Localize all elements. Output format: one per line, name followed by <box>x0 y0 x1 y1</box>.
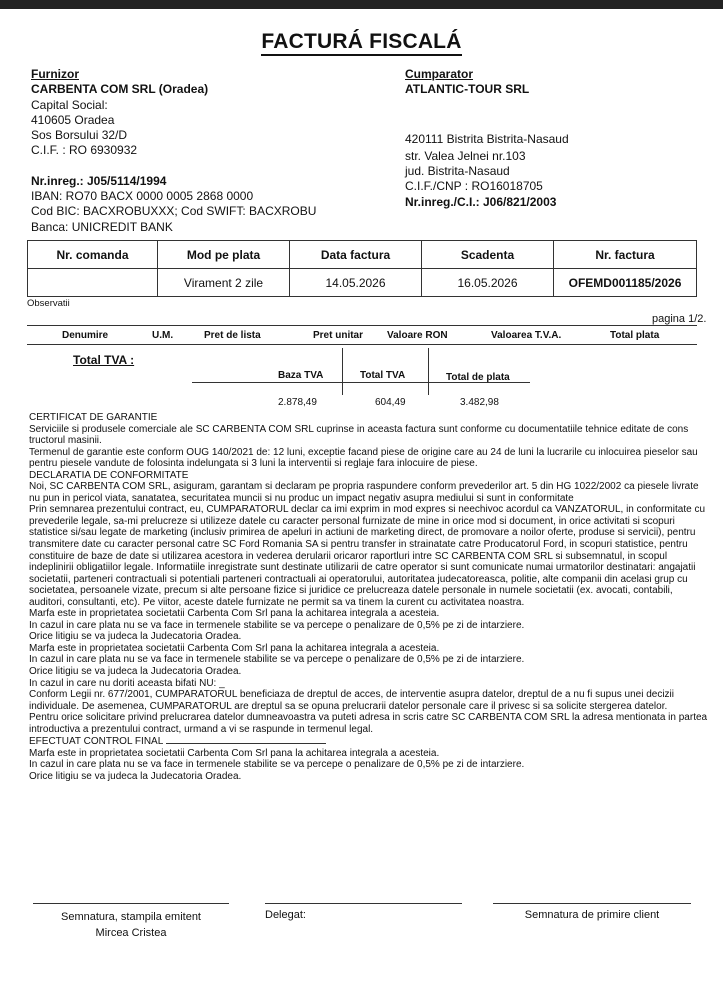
supplier-capital: Capital Social: <box>31 97 108 112</box>
gdpr-paragraph: Prin semnarea prezentului contract, eu, CUMPARATORUL declar ca imi exprim in mod expres si neechivoc acordul ca VANZATORUL, in conformitate cu prevederile legale, sa-mi prelucreze si utilizeze datele cu caracter personal furnizate de mine in orice mod si document, in orice activitati si scopuri statistice si/sau legate de marketing (inclusiv primirea de apeluri in actiuni de marketing direct, de promovare a noilor oferte, produse si servicii), pentru transmitere date cu caracter personal catre SC Ford Romania SA si pentru transfer in strainatate catre Producatorul Ford, in scopuri statistice, pentru constituire de baze de date si utilizarea acestora in vederea derularii oricaror raportluri intre SC CARBENTA COM SRL si subsemnatul, in scopul indeplinirii obligatiilor legale. Informatiile inregistrate sunt destinate utilizarii de catre operator si sunt comunicate numai urmatorilor destinatari: angajatii societatii, parteneri contractuali si potentiali parteneri contractuali ai operatorului, autoritatea judecatoreasca, politie, alte companii din acelasi grup cu societatea, persoanele vizate, precum si alte persoane fizice si juridice ce prelucreaza datele personale in numele societatii (ex. avocati, contabili, auditori, consultanti, etc). Pe viitor, aceste datele furnizate ne permit sa va tinem la curent cu activitatea noastra. <box>29 504 706 608</box>
opt-out-line: In cazul in care nu doriti aceasta bifati NU: _ <box>29 677 225 689</box>
top-dark-bar <box>0 0 723 9</box>
order-table <box>27 240 697 297</box>
item-columns-top-rule <box>27 325 697 326</box>
tva-header-plata: Total de plata <box>446 372 510 383</box>
ownership-line: Marfa este in proprietatea societatii Carbenta Com Srl pana la achitarea integrala a acesteia. <box>29 747 440 759</box>
tva-divider <box>342 348 343 395</box>
law-677-paragraph: Conform Legii nr. 677/2001, CUMPARATORUL beneficiaza de dreptul de acces, de interventie asupra datelor, dreptul de a nu fi supus unei decizii individuale. De asemenea, CUMPARATORUL are dreptul sa se opuna prelucrarii datelor personale care il privesc si sa solicite stergerea datelor. <box>29 689 674 712</box>
item-col-total-plata: Total plata <box>610 330 660 341</box>
supplier-postal: 410605 Oradea <box>31 112 115 127</box>
buyer-name: ATLANTIC-TOUR SRL <box>405 82 530 97</box>
item-col-valoarea-tva: Valoarea T.V.A. <box>491 330 562 341</box>
buyer-nrinreg: Nr.inreg./C.I.: J06/821/2003 <box>405 194 557 209</box>
order-value-nr-factura: OFEMD001185/2026 <box>554 269 697 297</box>
signature-line-delegat <box>265 903 462 904</box>
final-control-line <box>29 735 709 748</box>
litigation-line: Orice litigiu se va judeca la Judecatoria Oradea. <box>29 666 242 678</box>
signature-emitent-name: Mircea Cristea <box>95 927 167 939</box>
total-tva-box <box>192 348 532 418</box>
buyer-street: str. Valea Jelnei nr.103 <box>405 148 526 163</box>
order-col-nr-comanda: Nr. comanda <box>28 241 158 269</box>
supplier-street: Sos Borsului 32/D <box>31 128 128 143</box>
ownership-line: Marfa este in proprietatea societatii Carbenta Com Srl pana la achitarea integrala a acesteia. <box>29 642 440 654</box>
buyer-county: jud. Bistrita-Nasaud <box>405 164 510 179</box>
order-value-mod-plata: Virament 2 zile <box>158 269 290 297</box>
penalty-line: In cazul in care plata nu se va face in termenele stabilite se va percepe o penalizare de 0,5% pe zi de intarziere. <box>29 759 525 771</box>
signature-line-client <box>493 903 691 904</box>
warranty-heading: CERTIFICAT DE GARANTIE <box>29 412 158 423</box>
item-col-pret-lista: Pret de lista <box>204 330 261 341</box>
signature-client-label: Semnatura de primire client <box>524 909 660 921</box>
order-value-data-factura: 14.05.2026 <box>290 269 422 297</box>
order-value-nr-comanda <box>28 269 158 297</box>
penalty-line: In cazul in care plata nu se va face in termenele stabilite se va percepe o penalizare de 0,5% pe zi de intarziere. <box>29 619 525 631</box>
tva-divider <box>428 348 429 395</box>
item-col-pret-unitar: Pret unitar <box>313 330 364 341</box>
supplier-bic: Cod BIC: BACXROBUXXX; Cod SWIFT: BACXROBU <box>31 204 317 219</box>
supplier-block <box>31 67 391 235</box>
litigation-line: Orice litigiu se va judeca la Judecatoria Oradea. <box>29 631 242 643</box>
data-request-paragraph: Pentru orice solicitare privind prelucrarea datelor dumneavoastra va puteti adresa in scris catre SC CARBENTA COM SRL la adresa mentionata in partea introductiva a prezentului contract, urmand a vi se raspunde in termenul legal. <box>29 712 708 735</box>
warranty-paragraph: Serviciile si produsele comerciale ale SC CARBENTA COM SRL cuprinse in aceasta factura sunt conforme cu documentatiile tehnice editate de cons tructorul masinii. <box>29 423 689 447</box>
order-value-scadenta: 16.05.2026 <box>422 269 554 297</box>
terms-text <box>29 412 709 783</box>
supplier-nrinreg: Nr.inreg.: J05/5114/1994 <box>31 173 167 188</box>
signature-line-emitent <box>33 903 229 904</box>
item-col-um: U.M. <box>152 330 174 341</box>
invoice-title-text: FACTURÁ FISCALÁ <box>261 30 461 56</box>
buyer-block <box>405 67 705 210</box>
tva-header-total: Total TVA <box>360 370 406 381</box>
supplier-name: CARBENTA COM SRL (Oradea) <box>31 82 209 97</box>
order-table-value-row <box>28 269 697 297</box>
conformity-paragraph: Noi, SC CARBENTA COM SRL, asiguram, garantam si declaram pe propria raspundere conform prevederilor art. 5 din HG 1022/2002 ca piesele livrate nu pun in pericol viata, sanatatea, securitatea muncii si nu produc un impact negativ asupra mediului si sunt in conformitate <box>29 481 699 504</box>
final-control-label: EFECTUAT CONTROL FINAL <box>29 736 163 748</box>
tva-value-total: 604,49 <box>375 397 406 408</box>
order-col-mod-plata: Mod pe plata <box>158 241 290 269</box>
buyer-cif: C.I.F./CNP : RO16018705 <box>405 179 543 194</box>
order-col-nr-factura: Nr. factura <box>554 241 697 269</box>
penalty-line: In cazul in care plata nu se va face in termenele stabilite se va percepe o penalizare de 0,5% pe zi de intarziere. <box>29 654 525 666</box>
item-col-denumire: Denumire <box>62 330 109 341</box>
buyer-postal: 420111 Bistrita Bistrita-Nasaud <box>405 131 569 146</box>
supplier-bank: Banca: UNICREDIT BANK <box>31 219 173 234</box>
litigation-line: Orice litigiu se va judeca la Judecatoria Oradea. <box>29 770 242 782</box>
order-col-data-factura: Data factura <box>290 241 422 269</box>
order-col-scadenta: Scadenta <box>422 241 554 269</box>
tva-value-plata: 3.482,98 <box>460 397 499 408</box>
total-tva-label: Total TVA : <box>73 353 135 367</box>
item-col-valoare-ron: Valoare RON <box>387 330 448 341</box>
tva-value-baza: 2.878,49 <box>278 397 317 408</box>
ownership-line: Marfa este in proprietatea societatii Carbenta Com Srl pana la achitarea integrala a acesteia. <box>29 608 440 620</box>
tva-header-baza: Baza TVA <box>278 370 324 381</box>
item-columns-bottom-rule <box>27 344 697 345</box>
signature-delegat-label: Delegat: <box>265 909 306 921</box>
buyer-heading: Cumparator <box>405 67 474 81</box>
observatii-label: Observatii <box>27 298 70 309</box>
warranty-term-paragraph: Termenul de garantie este conform OUG 140/2021 de: 12 luni, exceptie facand piese de origine care au 24 de luni la lucrarile cu inlocuirea pieselor sau pentru piesele vandute de folosinta indelungata si 3 luni la interventii si reglaje fara inlocuire de piese. <box>29 446 698 470</box>
conformity-heading: DECLARATIA DE CONFORMITATE <box>29 469 189 481</box>
supplier-cif: C.I.F. : RO 6930932 <box>31 143 138 158</box>
supplier-heading: Furnizor <box>31 67 79 81</box>
signature-emitent <box>33 909 229 941</box>
invoice-title <box>0 30 723 54</box>
supplier-iban: IBAN: RO70 BACX 0000 0005 2868 0000 <box>31 189 254 204</box>
order-table-header-row <box>28 241 697 269</box>
page-number: pagina 1/2. <box>652 313 707 325</box>
signature-emitent-label: Semnatura, stampila emitent <box>60 911 201 923</box>
final-control-blank <box>166 735 326 744</box>
